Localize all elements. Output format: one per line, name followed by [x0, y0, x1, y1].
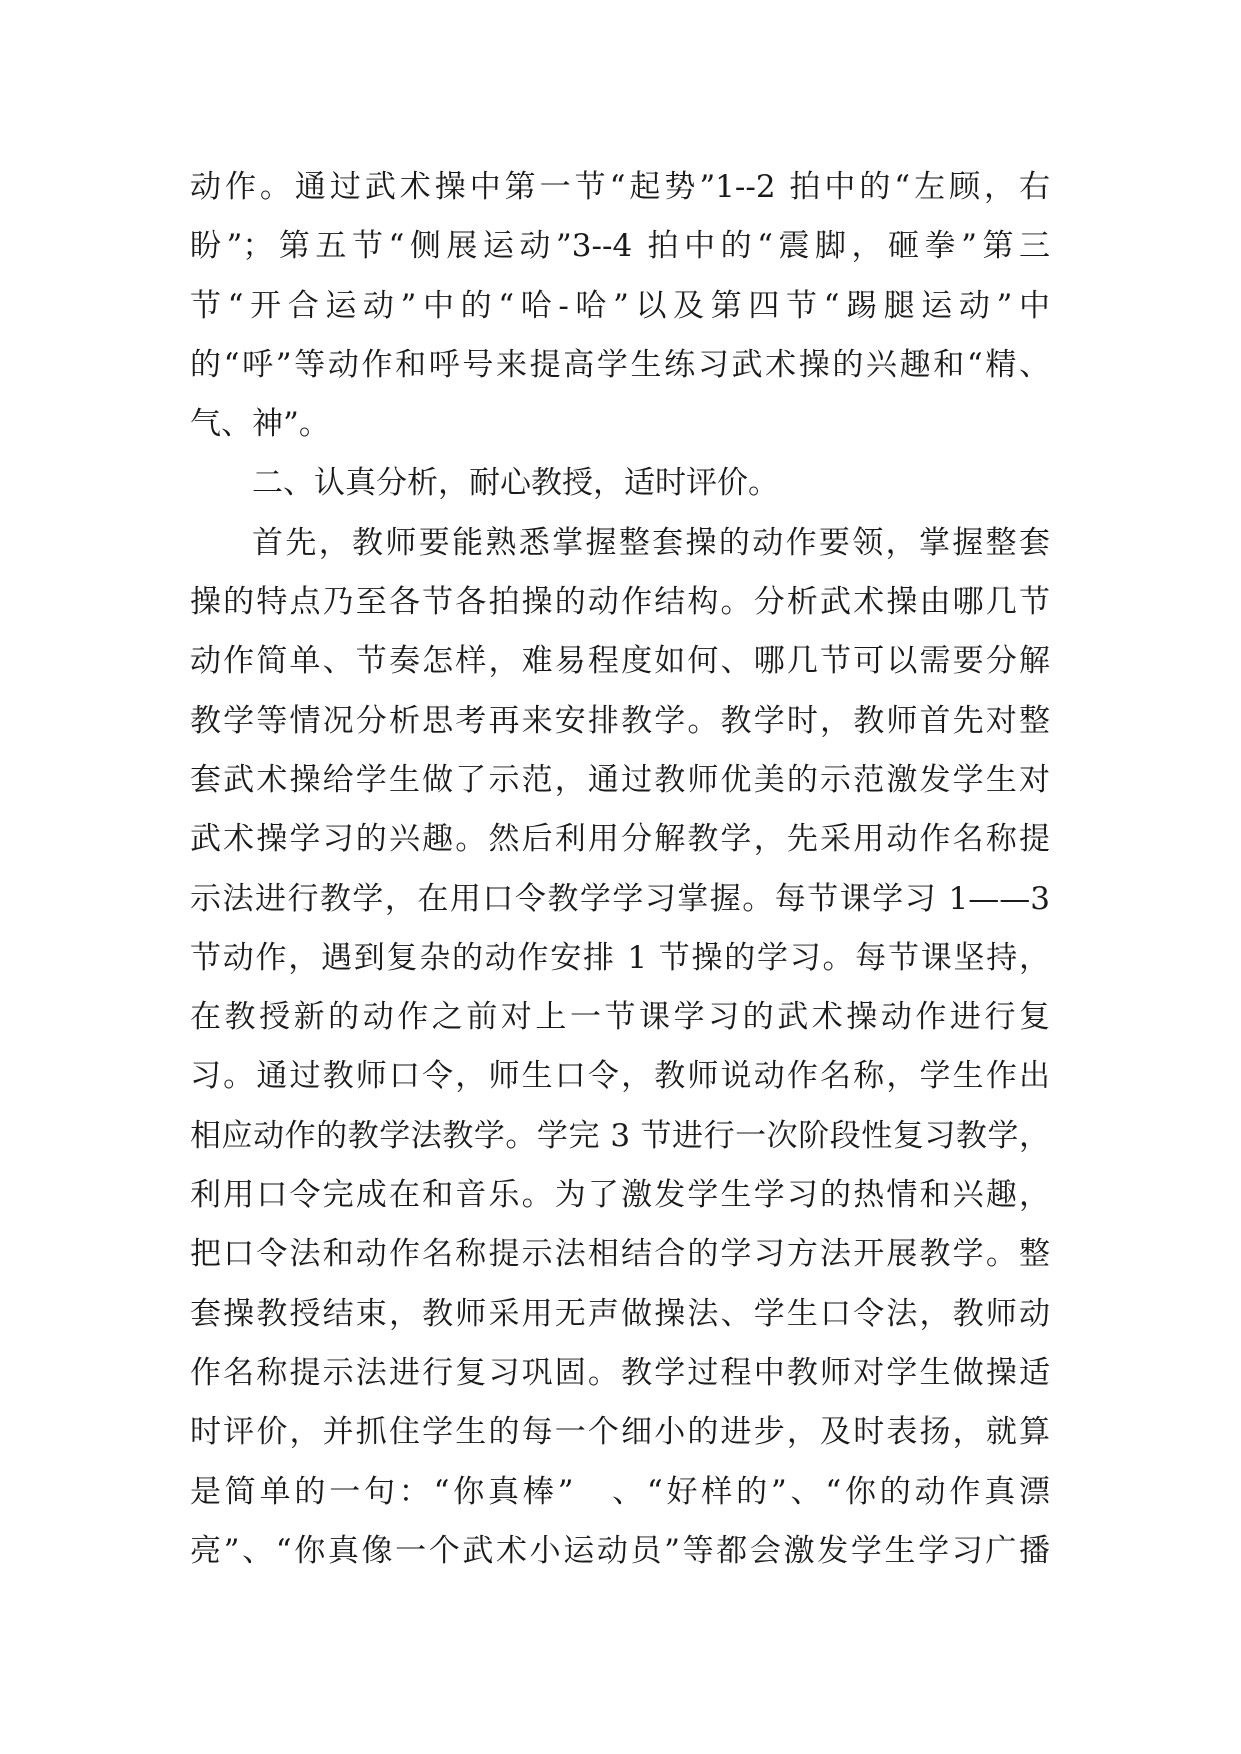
- text-line: 是简单的一句：“你真棒” 、“好样的”、“你的动作真漂: [190, 1473, 1050, 1510]
- text-line: 首先，教师要能熟悉掌握整套操的动作要领，掌握整套: [252, 524, 1050, 561]
- paragraph: [190, 514, 1050, 1581]
- text-line: 动作简单、节奏怎样，难易程度如何、哪几节可以需要分解: [190, 643, 1050, 680]
- paragraph: [190, 158, 1050, 454]
- text-line: 动作。通过武术操中第一节“起势”1--2 拍中的“左顾，右: [190, 169, 1050, 205]
- text-line: 武术操学习的兴趣。然后利用分解教学，先采用动作名称提: [190, 821, 1050, 858]
- text-line: 套操教授结束，教师采用无声做操法、学生口令法，教师动: [190, 1295, 1050, 1332]
- section-heading: [190, 454, 1050, 513]
- text-line: 气、神”。: [190, 406, 330, 443]
- text-line: 亮”、“你真像一个武术小运动员”等都会激发学生学习广播: [190, 1532, 1050, 1569]
- text-line: 节“开合运动”中的“哈-哈”以及第四节“踢腿运动”中: [190, 287, 1050, 324]
- text-line: 时评价，并抓住学生的每一个细小的进步，及时表扬，就算: [190, 1414, 1050, 1451]
- text-line: 教学等情况分析思考再来安排教学。教学时，教师首先对整: [190, 702, 1050, 739]
- text-line: 在教授新的动作之前对上一节课学习的武术操动作进行复: [190, 999, 1050, 1036]
- text-line: 相应动作的教学法教学。学完 3 节进行一次阶段性复习教学，: [190, 1117, 1050, 1154]
- text-line: 习。通过教师口令，师生口令，教师说动作名称，学生作出: [190, 1058, 1050, 1095]
- text-line: 作名称提示法进行复习巩固。教学过程中教师对学生做操适: [190, 1354, 1050, 1391]
- text-line: 操的特点乃至各节各拍操的动作结构。分析武术操由哪几节: [190, 584, 1050, 621]
- text-line: 利用口令完成在和音乐。为了激发学生学习的热情和兴趣，: [190, 1177, 1050, 1214]
- document-body: [190, 158, 1050, 1581]
- text-line: 套武术操给学生做了示范，通过教师优美的示范激发学生对: [190, 761, 1050, 798]
- text-line: 把口令法和动作名称提示法相结合的学习方法开展教学。整: [190, 1236, 1050, 1273]
- text-line: 示法进行教学，在用口令教学学习掌握。每节课学习 1——3: [190, 880, 1050, 917]
- text-line: 二、认真分析，耐心教授，适时评价。: [252, 465, 779, 502]
- text-line: 节动作，遇到复杂的动作安排 1 节操的学习。每节课坚持，: [190, 939, 1050, 976]
- text-line: 盼”；第五节“侧展运动”3--4 拍中的“震脚，砸拳”第三: [190, 228, 1050, 265]
- text-line: 的“呼”等动作和呼号来提高学生练习武术操的兴趣和“精、: [190, 346, 1050, 383]
